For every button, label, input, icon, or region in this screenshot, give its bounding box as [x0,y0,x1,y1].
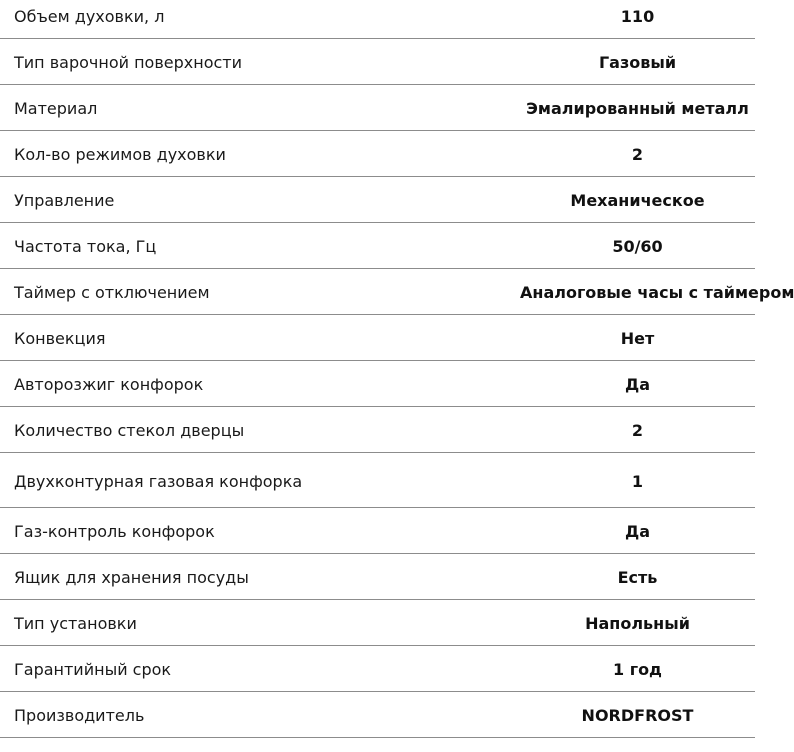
spec-label: Авторозжиг конфорок [14,375,204,394]
spec-value: Нет [620,329,655,348]
spec-value: Газовый [598,53,677,72]
spec-value: Да [624,522,651,541]
spec-row-oven-volume [0,0,755,39]
spec-row-timer [0,269,794,315]
spec-label: Тип установки [14,614,137,633]
spec-value: 2 [631,421,644,440]
spec-row-dual-burner [0,453,755,508]
spec-row-auto-ignition [0,361,755,407]
spec-value: Да [624,375,651,394]
spec-value: 50/60 [612,237,663,256]
spec-label: Управление [14,191,115,210]
spec-label: Объем духовки, л [14,7,165,26]
spec-label: Двухконтурная газовая конфорка [14,472,303,491]
spec-value: 2 [631,145,644,164]
spec-value: Механическое [570,191,705,210]
spec-label: Количество стекол дверцы [14,421,245,440]
spec-value: Эмалированный металл [526,99,749,118]
spec-row-gas-control [0,508,755,554]
spec-row-storage-drawer [0,554,755,600]
spec-label: Гарантийный срок [14,660,172,679]
spec-value: 110 [620,7,655,26]
spec-label: Конвекция [14,329,106,348]
spec-value: Есть [617,568,658,587]
spec-row-manufacturer [0,692,755,738]
spec-value: Аналоговые часы с таймером [520,283,794,302]
spec-label: Тип варочной поверхности [14,53,242,72]
spec-row-oven-modes [0,131,755,177]
spec-row-control [0,177,755,223]
spec-value: Напольный [585,614,690,633]
spec-label: Кол-во режимов духовки [14,145,226,164]
spec-row-material [0,85,755,131]
spec-label: Производитель [14,706,145,725]
spec-row-warranty [0,646,755,692]
spec-row-frequency [0,223,755,269]
spec-row-installation [0,600,755,646]
spec-label: Материал [14,99,98,118]
spec-label: Таймер с отключением [14,283,210,302]
spec-label: Ящик для хранения посуды [14,568,249,587]
spec-row-door-glass [0,407,755,453]
spec-label: Газ-контроль конфорок [14,522,215,541]
spec-value: 1 [631,472,644,491]
spec-row-convection [0,315,755,361]
spec-row-hob-type [0,39,755,85]
spec-value: 1 год [613,660,662,679]
spec-value: NORDFROST [581,706,694,725]
spec-label: Частота тока, Гц [14,237,157,256]
